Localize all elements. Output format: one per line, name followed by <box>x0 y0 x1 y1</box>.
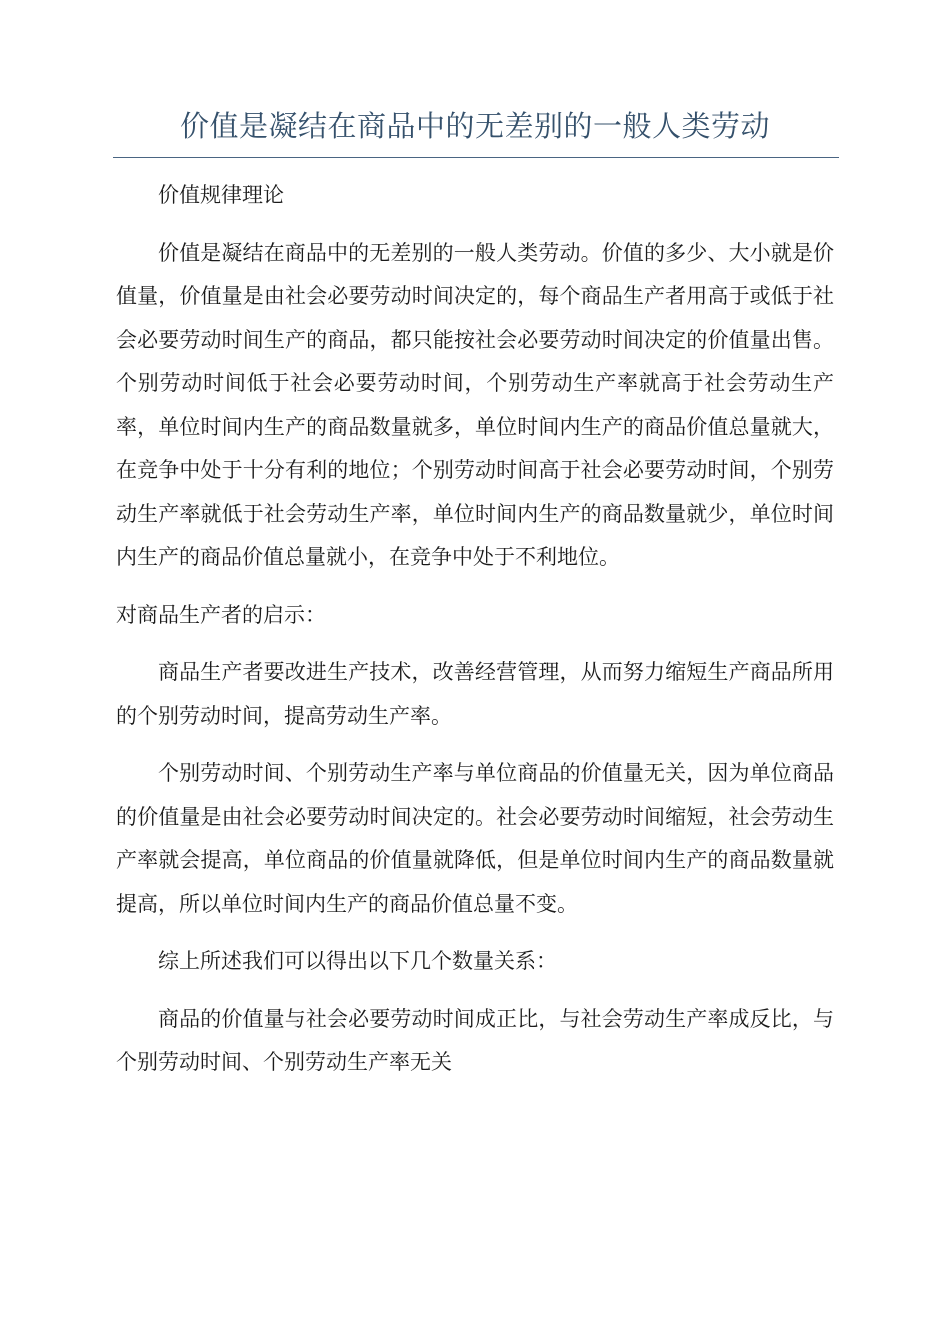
paragraph-heading-implications: 对商品生产者的启示： <box>116 602 326 627</box>
paragraph-individual-labor: 个别劳动时间、个别劳动生产率与单位商品的价值量无关，因为单位商品的价值量是由社会必要劳动时间决定的。社会必要劳动时间缩短，社会劳动生产率就会提高，单位商品的价值量就降低，但是单位时间内生产的商品数量就提高，所以单位时间内生产的商品价值总量不变。 <box>116 761 834 916</box>
paragraph-summary-intro: 综上所述我们可以得出以下几个数量关系： <box>158 949 557 973</box>
paragraph-heading-theory: 价值规律理论 <box>158 183 284 207</box>
paragraph-value-definition: 价值是凝结在商品中的无差别的一般人类劳动。价值的多少、大小就是价值量，价值量是由社会必要劳动时间决定的，每个商品生产者用高于或低于社会必要劳动时间生产的商品，都只能按社会必要劳动时间决定的价值量出售。个别劳动时间低于社会必要劳动时间，个别劳动生产率就高于社会劳动生产率，单位时间内生产的商品数量就多，单位时间内生产的商品价值总量就大，在竞争中处于十分有利的地位；个别劳动时间高于社会必要劳动时间，个别劳动生产率就低于社会劳动生产率，单位时间内生产的商品数量就少，单位时间内生产的商品价值总量就小，在竞争中处于不利地位。 <box>116 240 834 569</box>
document-body <box>116 174 834 1099</box>
paragraph-quantity-relation: 商品的价值量与社会必要劳动时间成正比，与社会劳动生产率成反比，与个别劳动时间、个别劳动生产率无关 <box>116 1006 834 1074</box>
title-divider <box>113 157 839 158</box>
document-title: 价值是凝结在商品中的无差别的一般人类劳动 <box>179 109 770 143</box>
paragraph-producer-advice: 商品生产者要改进生产技术，改善经营管理，从而努力缩短生产商品所用的个别劳动时间，提高劳动生产率。 <box>116 660 834 728</box>
